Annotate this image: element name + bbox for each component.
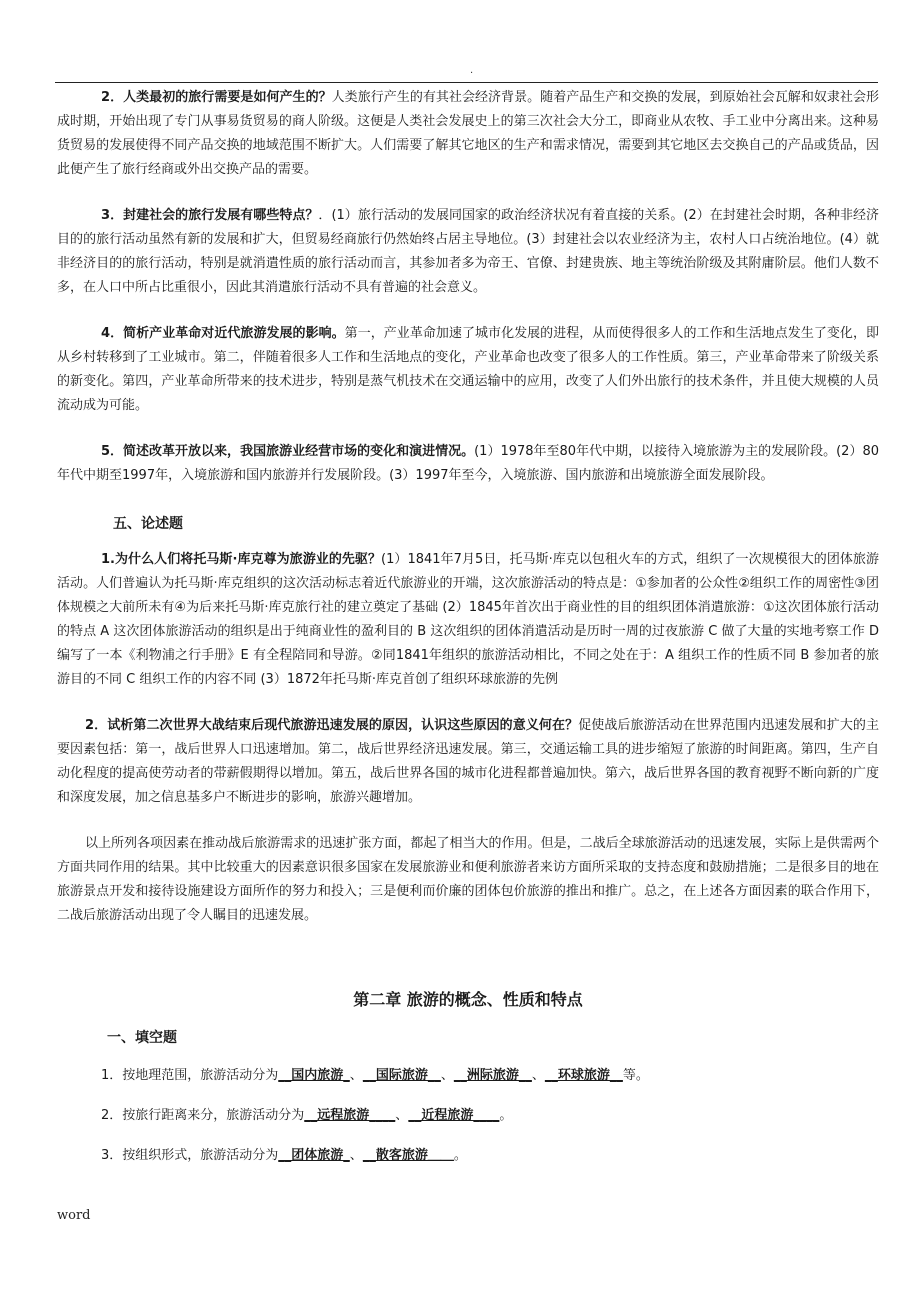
separator: 、 — [440, 1068, 454, 1083]
question-5-answer: (1）1978年至80年代中期，以接待入境旅游为主的发展阶段。(2）80年代中期至1997年，入境旅游和国内旅游并行发展阶段。(3）1997年至今，入境旅游、国内旅游和出境旅游全面发展阶段。 — [57, 444, 879, 483]
essay-question-1-title: 1.为什么人们将托马斯·库克尊为旅游业的先驱？ — [101, 552, 382, 567]
fill-question-1 — [57, 1064, 879, 1088]
essay-question-2 — [57, 714, 879, 810]
footer-label: word — [57, 1208, 91, 1223]
essay-question-2-answer: 促使战后旅游活动在世界范围内迅速发展和扩大的主要因素包括：第一，战后世界人口迅速增加。第二，战后世界经济迅速发展。第三，交通运输工具的进步缩短了旅游的时间距离。第四，生产自动化程度的提高使劳动者的带薪假期得以增加。第五，战后世界各国的城市化进程都普遍加快。第六，战后世界各国的教育视野不断向新的广度和深度发展，加之信息基多户不断进步的影响，旅游兴趣增加。 — [57, 718, 879, 805]
separator: 、 — [531, 1068, 545, 1083]
question-4-answer: 第一，产业革命加速了城市化发展的进程，从而使得很多人的工作和生活地点发生了变化，即从乡村转移到了工业城市。第二，伴随着很多人工作和生活地点的变化，产业革命也改变了很多人的工作性质。第三，产业革命带来了阶级关系的新变化。第四，产业革命所带来的技术进步，特别是蒸气机技术在交通运输中的应用，改变了人们外出旅行的技术条件，并且使大规模的人员流动成为可能。 — [57, 326, 879, 413]
fill-question-1-suffix: 等。 — [622, 1068, 649, 1083]
question-4-title: 4．简析产业革命对近代旅游发展的影响。 — [101, 326, 345, 341]
fill-question-3-prompt: 3．按组织形式，旅游活动分为 — [101, 1148, 279, 1163]
question-2-title: 2．人类最初的旅行需要是如何产生的？ — [101, 90, 332, 105]
fill-answer-long-distance: __远程旅游____ — [304, 1108, 396, 1123]
question-2-answer: 人类旅行产生的有其社会经济背景。随着产品生产和交换的发展，到原始社会瓦解和奴隶社会形成时期，开始出现了专门从事易货贸易的商人阶级。这便是人类社会发展史上的第三次社会大分工，即商业从农牧、手工业中分离出来。这种易货贸易的发展使得不同产品交换的地域范围不断扩大。人们需要了解其它地区的生产和需求情况，需要到其它地区去交换自己的产品或货品，因此便产生了旅行经商或外出交换产品的需要。 — [57, 90, 879, 177]
fill-answer-domestic: __国内旅游_ — [278, 1068, 350, 1083]
question-5-title: 5．简述改革开放以来，我国旅游业经营市场的变化和演进情况。 — [101, 444, 475, 459]
question-3-title: 3．封建社会的旅行发展有哪些特点？ — [101, 208, 319, 223]
fill-answer-global: __环球旅游__ — [544, 1068, 623, 1083]
header-dot: . — [470, 65, 474, 76]
separator: 、 — [395, 1108, 409, 1123]
essay-question-1-answer: (1）1841年7月5日，托马斯·库克以包租火车的方式，组织了一次规模很大的团体旅游活动。人们普遍认为托马斯·库克组织的这次活动标志着近代旅游业的开端，这次旅游活动的特点是：①参加者的公众性②组织工作的周密性③团体规模之大前所未有④为后来托马斯·库克旅行社的建立奠定了基础 (2）1845年首次出于商业性的目的组织团体消遣旅游：①这次团体旅行活动的特点 A 这次团体旅游活动的组织是出于纯商业性的盈利目的 B 这次组织的团体消遣活动是历时一周的过夜旅游 C 做了大量的实地考察工作 D 编写了一本《利物浦之行手册》E 有全程陪同和导游。②同1841年组织的旅游活动相比，不同之处在于：A 组织工作的性质不同 B 参加者的旅游目的不同 C 组织工作的内容不同 (3）1872年托马斯·库克首创了组织环球旅游的先例 — [57, 552, 879, 687]
fill-answer-intercontinental: __洲际旅游__ — [453, 1068, 532, 1083]
chapter-title: 第二章 旅游的概念、性质和特点 — [353, 990, 583, 1009]
fill-answer-short-distance: __近程旅游____ — [408, 1108, 500, 1123]
header-rule — [55, 82, 878, 83]
question-2 — [57, 86, 879, 182]
question-3-answer: ．(1）旅行活动的发展同国家的政治经济状况有着直接的关系。(2）在封建社会时期，各种非经济目的的旅行活动虽然有新的发展和扩大，但贸易经商旅行仍然始终占居主导地位。(3）封建社会以农业经济为主，农村人口占统治地位。(4）就非经济目的的旅行活动，特别是就消遣性质的旅行活动而言，其参加者多为帝王、官僚、封建贵族、地主等统治阶级及其附庸阶层。他们人数不多，在人口中所占比重很小，因此其消遣旅行活动不具有普遍的社会意义。 — [57, 208, 880, 295]
section-essay-heading: 五、论述题 — [113, 516, 183, 532]
essay-question-1 — [57, 548, 879, 692]
section-fill-heading: 一、填空题 — [107, 1030, 177, 1046]
fill-answer-individual: __散客旅游＿＿ — [362, 1148, 454, 1163]
fill-question-3-suffix: 。 — [453, 1148, 467, 1163]
question-5 — [57, 440, 879, 488]
fill-answer-group: __团体旅游_ — [278, 1148, 350, 1163]
fill-question-2-prompt: 2．按旅行距离来分，旅游活动分为 — [101, 1108, 305, 1123]
fill-question-2 — [57, 1104, 879, 1128]
fill-answer-international: __国际旅游__ — [362, 1068, 441, 1083]
fill-question-3 — [57, 1144, 879, 1168]
separator: 、 — [349, 1148, 363, 1163]
question-3 — [57, 204, 879, 300]
question-4 — [57, 322, 879, 418]
separator: 、 — [349, 1068, 363, 1083]
essay-question-2-title: 2．试析第二次世界大战结束后现代旅游迅速发展的原因，认识这些原因的意义何在？ — [85, 718, 579, 733]
fill-question-2-suffix: 。 — [499, 1108, 513, 1123]
fill-question-1-prompt: 1．按地理范围，旅游活动分为 — [101, 1068, 279, 1083]
document-body — [57, 86, 879, 1184]
essay-question-2-conclusion: 以上所列各项因素在推动战后旅游需求的迅速扩张方面，都起了相当大的作用。但是，二战后全球旅游活动的迅速发展，实际上是供需两个方面共同作用的结果。其中比较重大的因素意识很多国家在发展旅游业和便利旅游者来访方面所采取的支持态度和鼓励措施；二是很多目的地在旅游景点开发和接待设施建设方面所作的努力和投入；三是便利而价廉的团体包价旅游的推出和推广。总之，在上述各方面因素的联合作用下，二战后旅游活动出现了令人瞩目的迅速发展。 — [57, 836, 879, 923]
